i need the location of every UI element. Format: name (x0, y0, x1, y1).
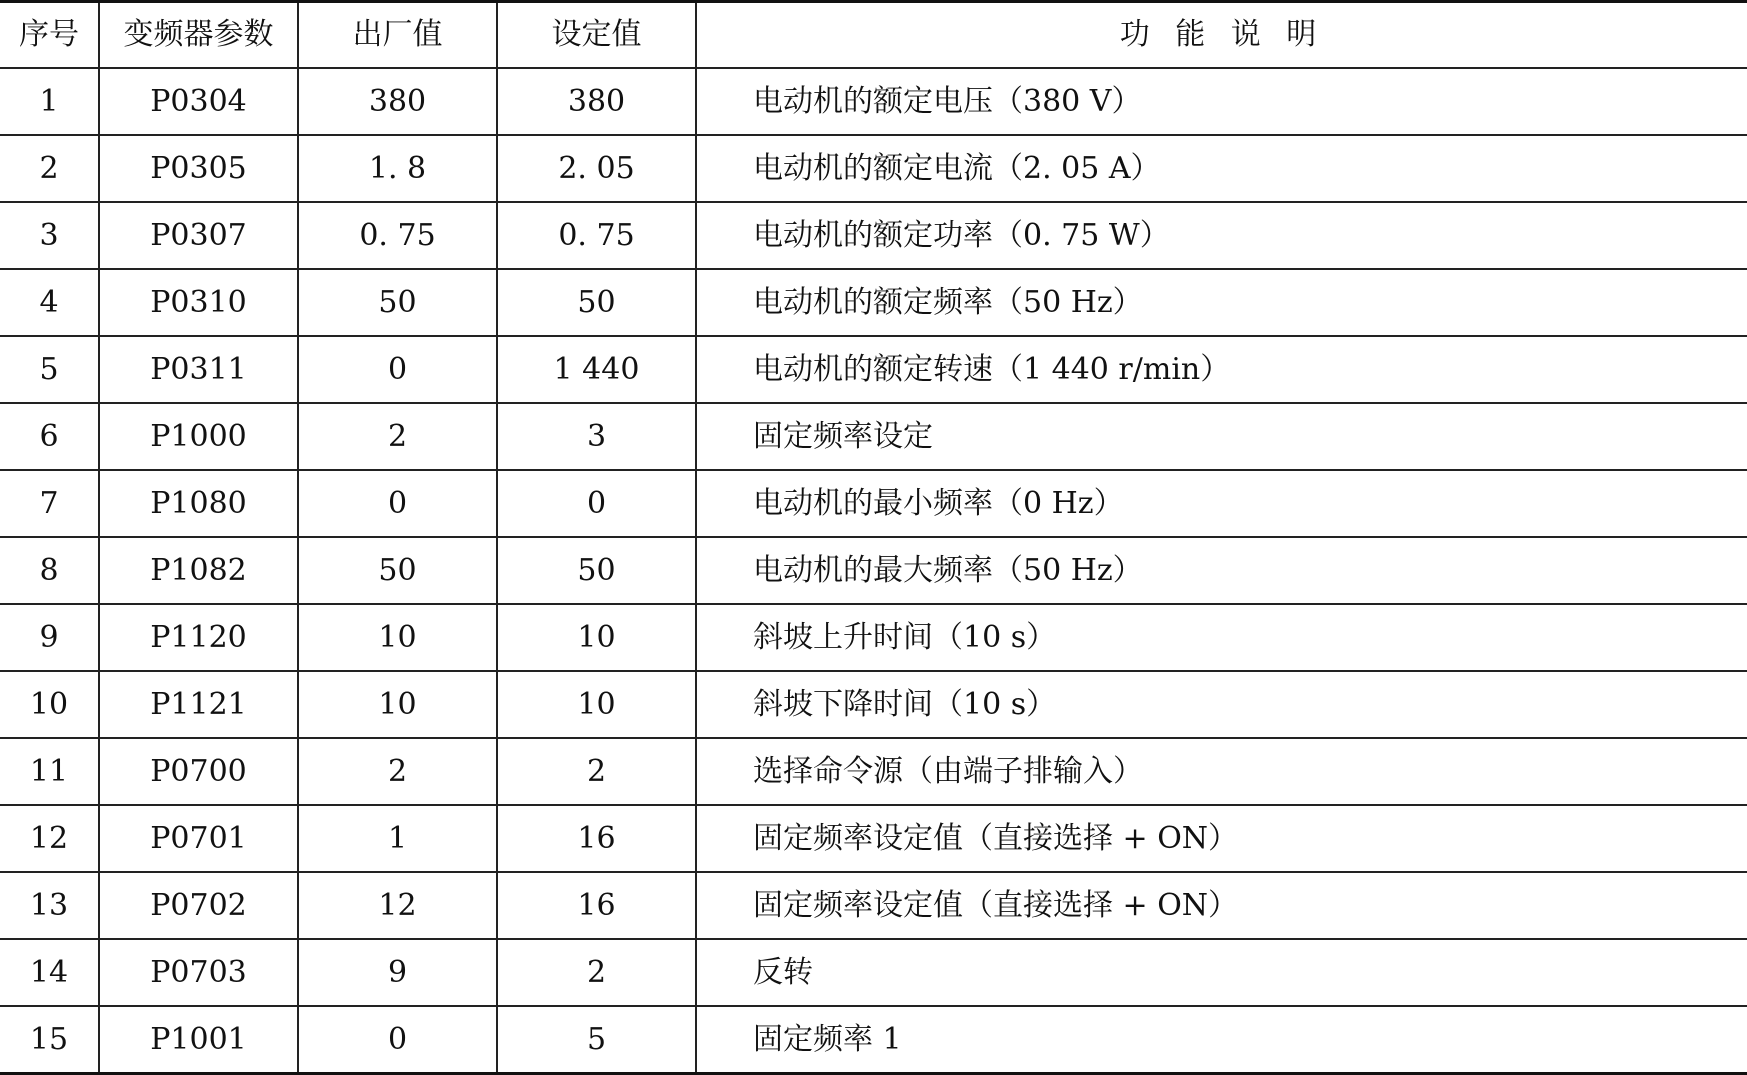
cell-factory-value: 50 (298, 269, 497, 336)
cell-param: P0304 (99, 68, 298, 135)
cell-index: 4 (0, 269, 99, 336)
cell-param: P0703 (99, 939, 298, 1006)
cell-description: 斜坡上升时间（10 s） (696, 604, 1747, 671)
cell-param: P1080 (99, 470, 298, 537)
cell-index: 12 (0, 805, 99, 872)
cell-factory-value: 50 (298, 537, 497, 604)
cell-factory-value: 10 (298, 604, 497, 671)
cell-setting-value: 0. 75 (497, 202, 696, 269)
cell-index: 8 (0, 537, 99, 604)
cell-param: P1082 (99, 537, 298, 604)
cell-setting-value: 2. 05 (497, 135, 696, 202)
cell-description: 反转 (696, 939, 1747, 1006)
cell-description: 固定频率设定 (696, 403, 1747, 470)
cell-description: 电动机的额定电流（2. 05 A） (696, 135, 1747, 202)
cell-param: P0305 (99, 135, 298, 202)
cell-setting-value: 10 (497, 604, 696, 671)
cell-param: P0700 (99, 738, 298, 805)
cell-setting-value: 1 440 (497, 336, 696, 403)
cell-index: 2 (0, 135, 99, 202)
table-row (0, 202, 1747, 269)
cell-factory-value: 1. 8 (298, 135, 497, 202)
cell-index: 13 (0, 872, 99, 939)
table-row (0, 403, 1747, 470)
cell-index: 5 (0, 336, 99, 403)
table-body (0, 68, 1747, 1074)
table-row (0, 68, 1747, 135)
cell-param: P0702 (99, 872, 298, 939)
cell-factory-value: 0 (298, 336, 497, 403)
table-row (0, 671, 1747, 738)
cell-index: 14 (0, 939, 99, 1006)
table-row (0, 537, 1747, 604)
cell-param: P0311 (99, 336, 298, 403)
header-param: 变频器参数 (99, 2, 298, 69)
cell-param: P1121 (99, 671, 298, 738)
cell-index: 3 (0, 202, 99, 269)
cell-setting-value: 16 (497, 872, 696, 939)
cell-factory-value: 0 (298, 1006, 497, 1074)
cell-factory-value: 12 (298, 872, 497, 939)
cell-index: 10 (0, 671, 99, 738)
cell-factory-value: 1 (298, 805, 497, 872)
header-description: 功 能 说 明 (696, 2, 1747, 69)
cell-index: 15 (0, 1006, 99, 1074)
cell-description: 电动机的额定转速（1 440 r/min） (696, 336, 1747, 403)
cell-setting-value: 3 (497, 403, 696, 470)
cell-factory-value: 2 (298, 738, 497, 805)
cell-factory-value: 0 (298, 470, 497, 537)
cell-param: P0310 (99, 269, 298, 336)
cell-index: 7 (0, 470, 99, 537)
cell-setting-value: 2 (497, 939, 696, 1006)
table-row (0, 1006, 1747, 1074)
header-factory-value: 出厂值 (298, 2, 497, 69)
table-row (0, 604, 1747, 671)
cell-index: 6 (0, 403, 99, 470)
table-row (0, 336, 1747, 403)
cell-setting-value: 10 (497, 671, 696, 738)
cell-setting-value: 5 (497, 1006, 696, 1074)
table-row (0, 939, 1747, 1006)
cell-setting-value: 0 (497, 470, 696, 537)
cell-setting-value: 380 (497, 68, 696, 135)
cell-index: 9 (0, 604, 99, 671)
cell-factory-value: 0. 75 (298, 202, 497, 269)
table-row (0, 805, 1747, 872)
cell-description: 电动机的最小频率（0 Hz） (696, 470, 1747, 537)
cell-factory-value: 9 (298, 939, 497, 1006)
cell-factory-value: 10 (298, 671, 497, 738)
cell-description: 固定频率设定值（直接选择 + ON） (696, 805, 1747, 872)
cell-param: P1000 (99, 403, 298, 470)
cell-description: 选择命令源（由端子排输入） (696, 738, 1747, 805)
cell-param: P1120 (99, 604, 298, 671)
cell-description: 电动机的额定功率（0. 75 W） (696, 202, 1747, 269)
header-index: 序号 (0, 2, 99, 69)
cell-setting-value: 2 (497, 738, 696, 805)
cell-description: 电动机的额定频率（50 Hz） (696, 269, 1747, 336)
table-row (0, 269, 1747, 336)
cell-setting-value: 50 (497, 269, 696, 336)
table-header (0, 2, 1747, 69)
cell-index: 1 (0, 68, 99, 135)
cell-factory-value: 2 (298, 403, 497, 470)
cell-description: 斜坡下降时间（10 s） (696, 671, 1747, 738)
cell-factory-value: 380 (298, 68, 497, 135)
cell-description: 固定频率 1 (696, 1006, 1747, 1074)
cell-param: P1001 (99, 1006, 298, 1074)
cell-description: 电动机的额定电压（380 V） (696, 68, 1747, 135)
header-setting-value: 设定值 (497, 2, 696, 69)
cell-description: 固定频率设定值（直接选择 + ON） (696, 872, 1747, 939)
table-row (0, 135, 1747, 202)
cell-param: P0307 (99, 202, 298, 269)
cell-index: 11 (0, 738, 99, 805)
table-row (0, 738, 1747, 805)
table-row (0, 470, 1747, 537)
cell-description: 电动机的最大频率（50 Hz） (696, 537, 1747, 604)
cell-param: P0701 (99, 805, 298, 872)
cell-setting-value: 16 (497, 805, 696, 872)
cell-setting-value: 50 (497, 537, 696, 604)
table-row (0, 872, 1747, 939)
header-row (0, 2, 1747, 69)
